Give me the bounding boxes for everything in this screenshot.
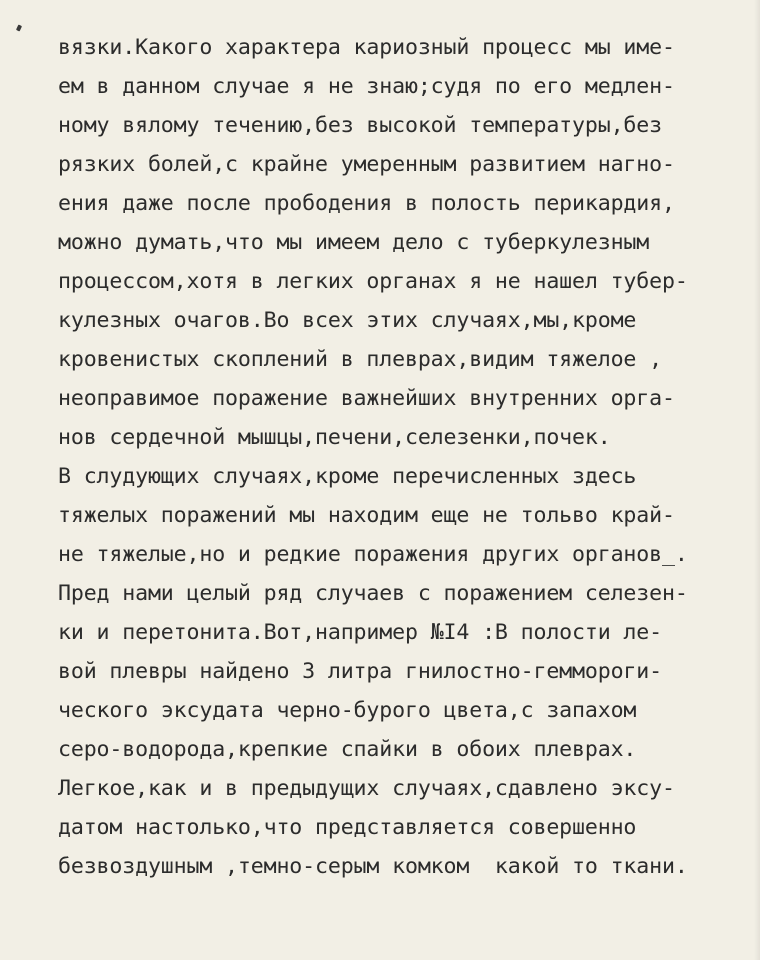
text-line: В слудующих случаях,кроме перечисленных здесь — [58, 464, 637, 489]
text-line: Пред нами целый ряд случаев с поражением селезен- — [58, 581, 688, 606]
text-line: серо-водорода,крепкие спайки в обоих плеврах. — [58, 737, 637, 762]
ink-mark — [16, 24, 22, 31]
text-line: ения даже после прободения в полость перикардия, — [58, 191, 675, 216]
text-line: можно думать,что мы имеем дело с туберкулезным — [58, 230, 650, 255]
text-line: датом настолько,что представляется совершенно — [58, 815, 637, 840]
text-line: ем в данном случае я не знаю;судя по его медлен- — [58, 74, 675, 99]
text-line: нов сердечной мышцы,печени,селезенки,почек. — [58, 425, 611, 450]
text-line: неоправимое поражение важнейших внутренних орга- — [58, 386, 675, 411]
text-line: ному вялому течению,без высокой температуры,без — [58, 113, 662, 138]
text-line: кулезных очагов.Во всех этих случаях,мы,кроме — [58, 308, 637, 333]
text-line: Легкое,как и в предыдущих случаях,сдавлено эксу- — [58, 776, 675, 801]
text-line: не тяжелые,но и редкие поражения других органов_. — [58, 542, 688, 567]
text-line: безвоздушным ,темно-серым комком какой то ткани. — [58, 854, 688, 879]
text-line: кровенистых скоплений в плеврах,видим тяжелое , — [58, 347, 662, 372]
text-line: вязки.Какого характера кариозный процесс мы име- — [58, 35, 675, 60]
text-line: вой плевры найдено 3 литра гнилостно-геммороги- — [58, 659, 662, 684]
page-edge-shadow — [754, 0, 760, 960]
text-line: ки и перетонита.Вот,например №I4 :В полости ле- — [58, 620, 662, 645]
text-line: тяжелых поражений мы находим еще не тольво край- — [58, 503, 675, 528]
typed-text-body — [58, 28, 760, 886]
text-line: рязких болей,с крайне умеренным развитием нагно- — [58, 152, 675, 177]
text-line: ческого эксудата черно-бурого цвета,с запахом — [58, 698, 637, 723]
text-line: процессом,хотя в легких органах я не нашел тубер- — [58, 269, 688, 294]
